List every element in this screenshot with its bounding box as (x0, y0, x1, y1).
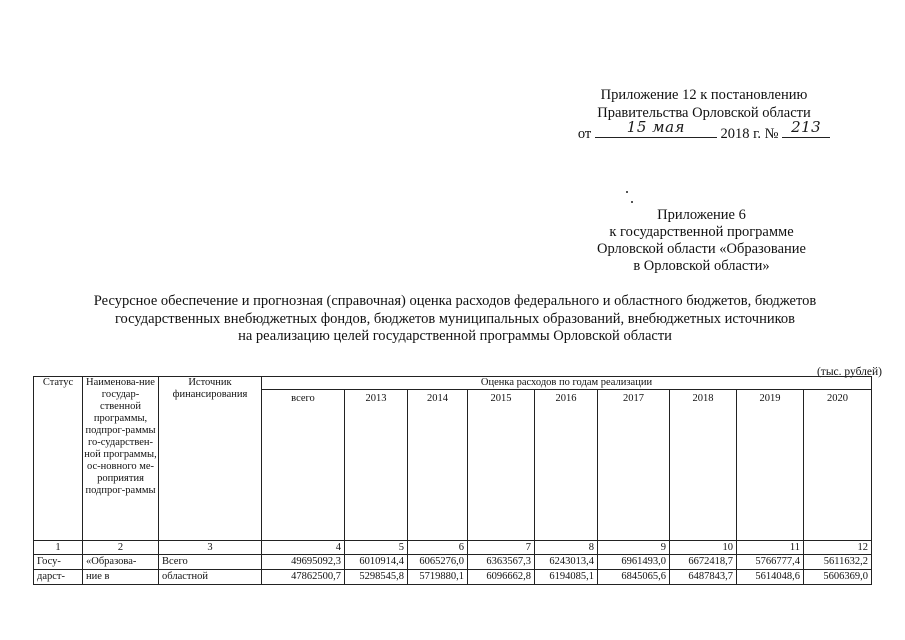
value-cell: 6672418,7 (670, 555, 737, 570)
year-text: 2018 г. № (720, 126, 779, 142)
value-cell: 6961493,0 (598, 555, 670, 570)
column-number: 3 (159, 541, 262, 555)
header-status: Статус (34, 377, 83, 541)
column-number: 7 (468, 541, 535, 555)
handwritten-date: 15 мая (626, 118, 685, 136)
column-number: 5 (345, 541, 408, 555)
title-line1: Ресурсное обеспечение и прогнозная (справочная) оценка расходов федерального и областного бюджетов, бюджетов (93, 293, 817, 309)
date-fill-field (595, 118, 717, 138)
value-cell: 6845065,6 (598, 570, 670, 585)
header-year-total: всего (262, 390, 345, 541)
column-number: 2 (83, 541, 159, 555)
annex-6-line3: Орловской области «Образование (597, 241, 806, 257)
title-line2: государственных внебюджетных фондов, бюджетов муниципальных образований, внебюджетных источников (114, 310, 796, 327)
row-name: «Образова- (83, 555, 159, 570)
value-cell: 5611632,2 (804, 555, 872, 570)
annex-6-line1: Приложение 6 (657, 207, 746, 223)
value-cell: 6010914,4 (345, 555, 408, 570)
from-label: от (577, 126, 592, 142)
header-year-2018: 2018 (670, 390, 737, 541)
column-number: 11 (737, 541, 804, 555)
header-estimate: Оценка расходов по годам реализации (262, 377, 872, 390)
value-cell: 6065276,0 (408, 555, 468, 570)
units-label: (тыс. рублей) (816, 366, 882, 378)
value-cell: 5614048,6 (737, 570, 804, 585)
scan-speck (631, 201, 633, 203)
column-number: 8 (535, 541, 598, 555)
table-row (34, 555, 872, 570)
value-cell: 5719880,1 (408, 570, 468, 585)
row-source: областной (159, 570, 262, 585)
annex-12-line1: Приложение 12 к постановлению (600, 87, 808, 103)
value-cell: 5298545,8 (345, 570, 408, 585)
value-cell: 5606369,0 (804, 570, 872, 585)
header-year-2019: 2019 (737, 390, 804, 541)
value-cell: 5766777,4 (737, 555, 804, 570)
column-number-row (34, 541, 872, 555)
annex-6-header (580, 207, 823, 275)
header-row (34, 377, 872, 390)
header-name: Наименова-ние государ-ственной программы, подпрог-раммы го-сударствен-ной программы, ос-новного ме-роприятия подпрог-раммы (83, 377, 159, 541)
row-source: Всего (159, 555, 262, 570)
header-source: Источник финансирования (159, 377, 262, 541)
header-year-2013: 2013 (345, 390, 408, 541)
header-year-2015: 2015 (468, 390, 535, 541)
title-line3: на реализацию целей государственной программы Орловской области (238, 328, 672, 344)
resource-table (33, 376, 872, 585)
value-cell: 49695092,3 (262, 555, 345, 570)
row-name: ние в (83, 570, 159, 585)
value-cell: 6194085,1 (535, 570, 598, 585)
header-year-2016: 2016 (535, 390, 598, 541)
scan-speck (626, 191, 628, 193)
annex-12-line2: Правительства Орловской области (597, 105, 811, 121)
value-cell: 6243013,4 (535, 555, 598, 570)
value-cell: 6363567,3 (468, 555, 535, 570)
document-title (40, 293, 870, 346)
annex-6-line4: в Орловской области» (633, 258, 770, 274)
header-year-2020: 2020 (804, 390, 872, 541)
handwritten-number: 213 (791, 118, 822, 136)
value-cell: 6487843,7 (670, 570, 737, 585)
table-row (34, 570, 872, 585)
column-number: 12 (804, 541, 872, 555)
column-number: 6 (408, 541, 468, 555)
value-cell: 6096662,8 (468, 570, 535, 585)
row-status: Госу- (34, 555, 83, 570)
row-status: дарст- (34, 570, 83, 585)
header-year-2017: 2017 (598, 390, 670, 541)
value-cell: 47862500,7 (262, 570, 345, 585)
annex-6-line2: к государственной программе (609, 224, 794, 240)
column-number: 4 (262, 541, 345, 555)
number-fill-field (782, 118, 830, 138)
column-number: 9 (598, 541, 670, 555)
column-number: 1 (34, 541, 83, 555)
header-year-2014: 2014 (408, 390, 468, 541)
annex-12-date-line (563, 118, 845, 143)
column-number: 10 (670, 541, 737, 555)
annex-12-header (563, 86, 845, 143)
